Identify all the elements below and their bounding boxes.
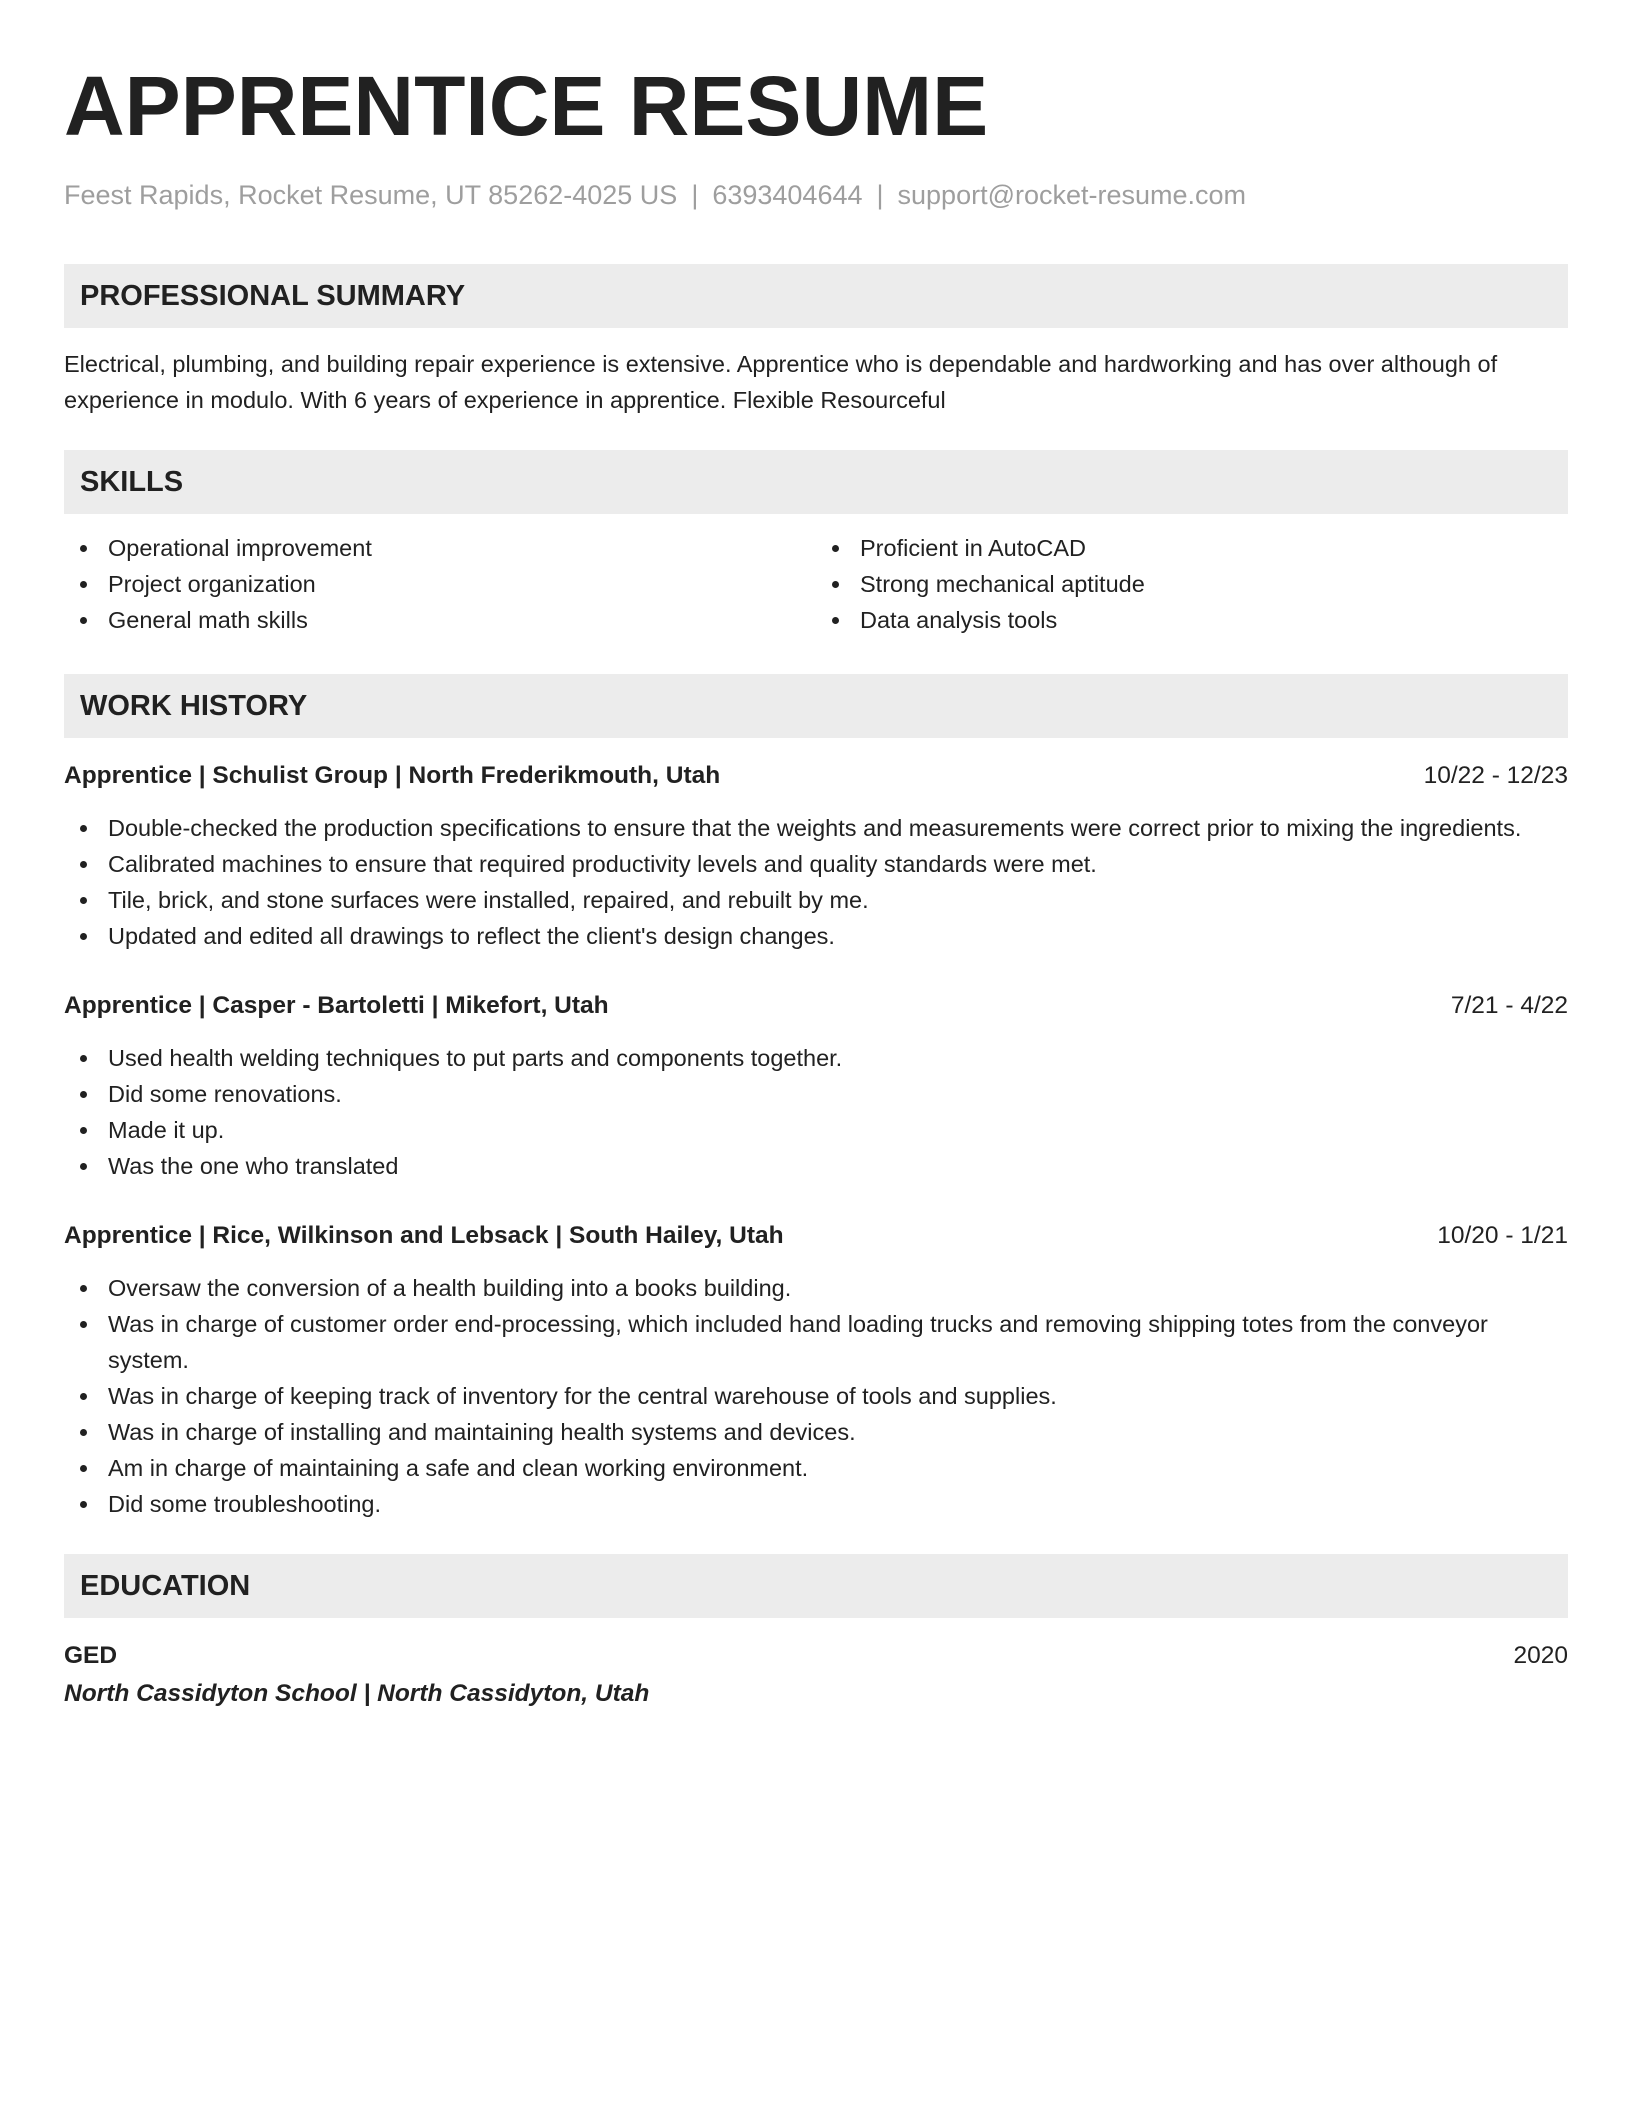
job-header <box>64 1218 1568 1254</box>
skill-item: Data analysis tools <box>816 602 1568 638</box>
job-header <box>64 988 1568 1024</box>
job-bullet: Oversaw the conversion of a health building into a books building. <box>64 1270 1568 1306</box>
job-title: Apprentice | Casper - Bartoletti | Mikefort, Utah <box>64 992 609 1019</box>
work-history-heading: WORK HISTORY <box>64 674 1568 738</box>
job-bullet: Was in charge of keeping track of inventory for the central warehouse of tools and supplies. <box>64 1378 1568 1414</box>
skills-list <box>64 530 1568 638</box>
job-bullet: Tile, brick, and stone surfaces were installed, repaired, and rebuilt by me. <box>64 882 1568 918</box>
contact-line <box>64 178 1568 212</box>
job-header <box>64 758 1568 794</box>
skill-item: General math skills <box>64 602 816 638</box>
job-bullet: Was in charge of installing and maintaining health systems and devices. <box>64 1414 1568 1450</box>
job-dates: 10/20 - 1/21 <box>1437 1222 1568 1249</box>
education-year: 2020 <box>1513 1642 1568 1669</box>
job-dates: 10/22 - 12/23 <box>1423 762 1568 789</box>
job-entry <box>64 1218 1568 1522</box>
job-title: Apprentice | Schulist Group | North Frederikmouth, Utah <box>64 762 721 789</box>
education-degree: GED <box>64 1642 118 1669</box>
job-bullets <box>64 1270 1568 1522</box>
summary-text: Electrical, plumbing, and building repair experience is extensive. Apprentice who is dependable and hardworking and has over although of experience in modulo. With 6 years of experience in apprentice. Flexible Resourceful <box>64 351 1498 413</box>
skills-heading: SKILLS <box>64 450 1568 514</box>
education-header <box>64 1638 1568 1674</box>
job-bullet: Used health welding techniques to put parts and components together. <box>64 1040 1568 1076</box>
job-bullet: Was the one who translated <box>64 1148 1568 1184</box>
skills-column-right <box>816 530 1568 638</box>
education-heading: EDUCATION <box>64 1554 1568 1618</box>
job-bullet: Calibrated machines to ensure that required productivity levels and quality standards were met. <box>64 846 1568 882</box>
education-school: North Cassidyton School | North Cassidyton, Utah <box>64 1680 650 1707</box>
job-bullet: Did some renovations. <box>64 1076 1568 1112</box>
job-bullet: Did some troubleshooting. <box>64 1486 1568 1522</box>
contact-email: support@rocket-resume.com <box>897 180 1247 210</box>
skill-item: Proficient in AutoCAD <box>816 530 1568 566</box>
job-bullet: Updated and edited all drawings to reflect the client's design changes. <box>64 918 1568 954</box>
resume-title: APPRENTICE RESUME <box>64 59 989 153</box>
skill-item: Project organization <box>64 566 816 602</box>
skill-item: Operational improvement <box>64 530 816 566</box>
job-bullet: Am in charge of maintaining a safe and clean working environment. <box>64 1450 1568 1486</box>
contact-phone: 6393404644 <box>712 180 863 210</box>
job-bullets <box>64 810 1568 954</box>
skills-column-left <box>64 530 816 638</box>
job-entry <box>64 758 1568 954</box>
job-dates: 7/21 - 4/22 <box>1450 992 1568 1019</box>
job-bullet: Made it up. <box>64 1112 1568 1148</box>
summary-heading: PROFESSIONAL SUMMARY <box>64 264 1568 328</box>
job-title: Apprentice | Rice, Wilkinson and Lebsack | South Hailey, Utah <box>64 1222 784 1249</box>
contact-address: Feest Rapids, Rocket Resume, UT 85262-4025 US <box>64 180 678 210</box>
job-entry <box>64 988 1568 1184</box>
job-bullet: Was in charge of customer order end-processing, which included hand loading trucks and removing shipping totes from the conveyor system. <box>64 1306 1568 1378</box>
job-bullet: Double-checked the production specifications to ensure that the weights and measurements were correct prior to mixing the ingredients. <box>64 810 1568 846</box>
skill-item: Strong mechanical aptitude <box>816 566 1568 602</box>
job-bullets <box>64 1040 1568 1184</box>
contact-separator: | <box>691 180 699 210</box>
contact-separator: | <box>876 180 884 210</box>
